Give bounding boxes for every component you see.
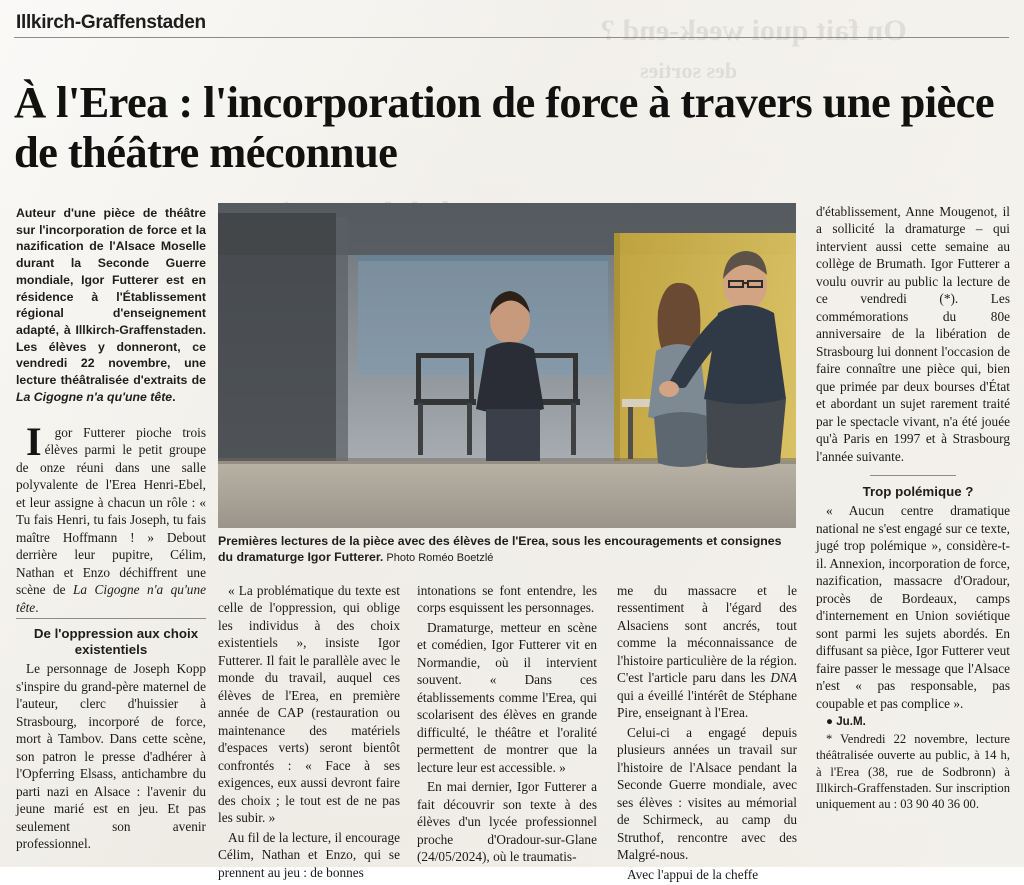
photo-caption-text: Premières lectures de la pièce avec des élèves de l'Erea, sous les encouragements et consignes du dramaturge Igor Futterer. [218,534,782,565]
column-5-divider [870,475,956,476]
standfirst-text-end: . [172,389,176,404]
column-4-paragraph-2: Celui-ci a engagé depuis plusieurs années un travail sur l'histoire de l'Alsace pendant la Seconde Guerre mondiale, avec ses élèves : visites au mémorial de Schirmeck, au camp du Struthof, rencontre avec des Malgré-nous. [617,724,797,863]
section-kicker: Illkirch-Graffenstaden [16,12,206,33]
article-column-1 [16,419,206,855]
author-signature: ● Ju.M. [826,715,866,728]
article-column-3 [417,582,597,868]
article-column-4 [617,582,797,885]
column-2-paragraph-1: « La problématique du texte est celle de l'oppression, qui oblige les individus à des choix existentiels », insiste Igor Futterer. Il fait le parallèle avec le monde du travail, auquel ces élèves de l'Erea, en première année de CAP (restauration ou maintenance des matériels d'espaces verts) seront bientôt confrontés : « Face à ses exigences, eux aussi devront faire des choix ; le tout est de ne pas les subir. » [218,583,400,826]
drop-cap: I [26,419,42,464]
standfirst-play-title: La Cigogne n'a qu'une tête [16,389,173,404]
article-column-5 [816,203,1010,815]
column-3-paragraph-1: intonations se font entendre, les corps esquissent les personnages. [417,583,597,616]
column-2-paragraph-2: Au fil de la lecture, il encourage Célim, Nathan et Enzo, qui se prennent au jeu : de bonnes [218,829,400,880]
column-4-paragraph-1 [617,582,797,722]
column-3-paragraph-3: En mai dernier, Igor Futterer a fait découvrir son texte à des élèves d'un lycée professionnel proche d'Oradour-sur-Glane (24/05/2024), où le traumatis- [417,779,597,865]
subheading-choix-existentiels: De l'oppression aux choix existentiels [16,618,206,658]
column-3-paragraph-2: Dramaturge, metteur en scène et comédien, Igor Futterer vit en Normandie, où il intervient souvent. « Dans ces établissements comme l'Erea, qui scolarisent des élèves en grande difficulté, le théâtre et l'oralité permettent de montrer que la lecture leur est accessible. » [417,619,597,775]
column-1-paragraph-2: Le personnage de Joseph Kopp s'inspire du grand-père maternel de l'auteur, clerc d'huissier à Strasbourg, incorporé de force, mort à Tambov. Dans cette scène, son patron le presse d'adhérer à l'Opferring Elsass, antichambre du parti nazi en Alsace : l'avenir du jeune marié est en jeu. Et pas seulement son avenir professionnel. [16,661,206,852]
column-1-play-title: La Cigogne n'a qu'une tête [16,582,206,615]
photo-credit: Photo Roméo Boetzlé [383,552,494,565]
column-1-lede-end: . [35,599,39,615]
standfirst-text: Auteur d'une pièce de théâtre sur l'incorporation de force et la nazification de l'Alsace Moselle durant la Seconde Guerre mondiale, Igor Futterer est en résidence à l'Établissement régional d'enseignement adapté, à Illkirch-Graffenstaden. Les élèves y donneront, ce vendredi 22 novembre, une lecture théâtralisée d'extraits de [16,206,206,388]
subheading-trop-polemique: Trop polémique ? [862,484,974,500]
column-4-paragraph-1-end: qui a éveillé l'intérêt de Stéphane Pire, enseignant à l'Erea. [617,687,797,721]
photo-caption [218,533,796,566]
article-headline: À l'Erea : l'incorporation de force à travers une pièce de théâtre méconnue [14,76,994,177]
column-4-paragraph-3: Avec l'appui de la cheffe [627,866,759,882]
article-standfirst [16,205,206,406]
article-column-2 [218,582,400,883]
column-5-paragraph-2: « Aucun centre dramatique national ne s'est engagé sur ce texte, jugé trop polémique », considère-t-il. Annexion, incorporation de force, nazification, massacre d'Oradour, procès de Bordeaux, camps d'internement en Union soviétique sont parmi les sujets abordés. En diffusant sa pièce, Igor Futterer veut faire passer le message que l'Alsace n'est « pas responsable, pas coupable et pas complice ». [816,503,1010,711]
column-1-lede [16,419,206,616]
classroom-rehearsal-photo [218,203,796,528]
kicker-divider [14,37,1009,38]
column-4-dna-mention: DNA [770,670,797,686]
bleed-through-text-2: des sorties [640,58,738,83]
author-initials: Ju.M. [836,715,866,728]
bleed-through-text-1: On fait quoi week-end ? [600,14,907,47]
photo-illustration [218,203,796,528]
column-5-paragraph-1: d'établissement, Anne Mougenot, il a sollicité la dramaturge – qui intervient aussi cette semaine au collège de Brumath. Igor Futterer a voulu ouvrir au public la lecture de ce vendredi (*). Les commémorations du 80e anniversaire de la libération de Strasbourg lui donnent l'occasion de faire connaître une pièce qui, bien que primée par deux bourses d'État et abordant un sujet rarement traité par le spectacle vivant, n'a été jouée qu'à Paris en 1997 et à Strasbourg l'année suivante. [816,204,1010,464]
column-1-lede-text: gor Futterer pioche trois élèves parmi le petit groupe de onze réuni dans une salle polyvalente de l'Erea Henri-Ebel, et leur assigne à chacun un rôle : « Tu fais Henri, tu fais Joseph, tu fais maître Hoffmann ! » Debout derrière leur pupitre, Célim, Nathan et Enzo déchiffrent une scène de [16,425,206,598]
practical-info-footnote: * Vendredi 22 novembre, lecture théâtralisée ouverte au public, à 14 h, à l'Erea (38, rue de Sodbronn) à Illkirch-Graffenstaden. Sur inscription uniquement au : 03 90 40 36 00. [816,731,1010,812]
column-4-paragraph-1-text: me du massacre et le ressentiment à l'égard des Alsaciens sont ancrés, tout comme la méconnaissance de l'histoire particulière de la région. C'est l'article paru dans les [617,583,797,686]
